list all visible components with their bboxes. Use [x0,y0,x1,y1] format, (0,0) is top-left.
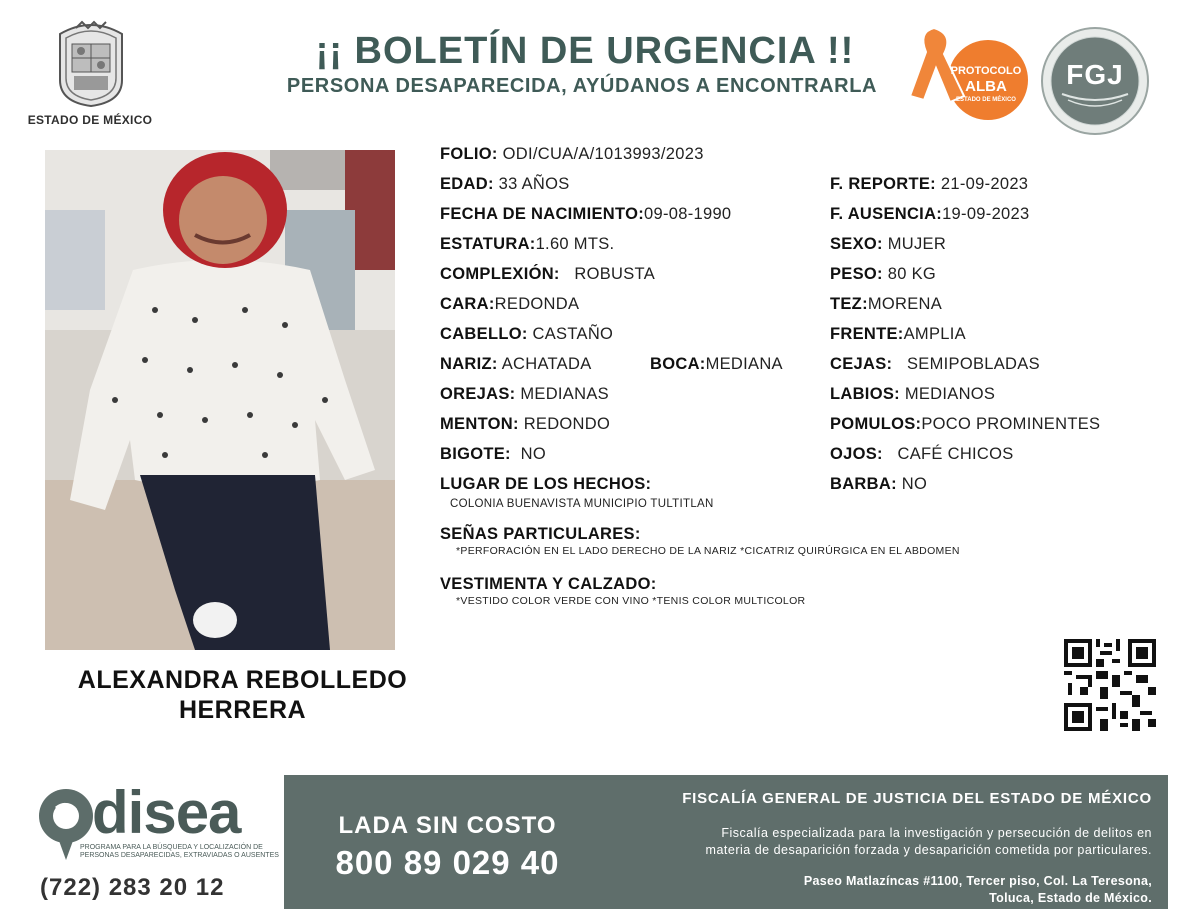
field-cabello [440,325,613,344]
field-cabello-label: CABELLO: [440,325,528,343]
field-edad [440,175,570,194]
fgj-title: FISCALÍA GENERAL DE JUSTICIA DEL ESTADO DE MÉXICO [682,790,1152,807]
field-orejas [440,385,609,404]
odisea-wordmark: disea [92,779,241,846]
fgj-label: FGJ [1066,59,1124,90]
odisea-tagline: PROGRAMA PARA LA BÚSQUEDA Y LOCALIZACIÓN DE PERSONAS DESAPARECIDAS, EXTRAVIADAS O AUSENTES [80,844,279,859]
field-estatura-label: ESTATURA: [440,235,536,253]
field-f-ausencia-value: 19-09-2023 [942,205,1030,223]
field-nariz [440,355,592,374]
field-ojos [830,445,1014,464]
field-bigote-label: BIGOTE: [440,445,511,463]
field-labios-label: LABIOS: [830,385,900,403]
field-complexion-label: COMPLEXIÓN: [440,265,560,283]
field-f-ausencia [830,205,1029,224]
field-folio-label: FOLIO: [440,145,498,163]
field-peso-value: 80 KG [887,265,937,283]
field-orejas-value: MEDIANAS [520,385,609,403]
fgj-address-line1: Paseo Matlazíncas #1100, Tercer piso, Col. La Teresona, [803,874,1152,888]
odisea-phone[interactable]: (722) 283 20 12 [40,874,225,901]
field-barba [830,475,927,494]
field-vestimenta-label-row [440,575,657,594]
bulletin-subtitle: PERSONA DESAPARECIDA, AYÚDANOS A ENCONTRARLA [286,75,878,97]
qr-code[interactable] [1064,639,1156,731]
field-frente [830,325,966,344]
field-peso [830,265,936,284]
field-folio [440,145,704,164]
field-senas-label-row [440,525,641,544]
field-cejas-label: CEJAS: [830,355,893,373]
field-f-reporte-value: 21-09-2023 [940,175,1029,193]
field-senas-value: *PERFORACIÓN EN EL LADO DERECHO DE LA NARIZ *CICATRIZ QUIRÚRGICA EN EL ABDOMEN [456,545,960,557]
field-nariz-value: ACHATADA [501,355,592,373]
field-edad-value: 33 AÑOS [498,175,570,193]
field-tez-label: TEZ: [830,295,868,313]
field-cara-label: CARA: [440,295,495,313]
field-senas-label: SEÑAS PARTICULARES: [440,525,641,543]
lada-phone-number[interactable]: 800 89 029 40 [335,844,560,881]
field-bigote-value: NO [520,445,546,463]
field-barba-value: NO [901,475,928,493]
person-photo [45,150,395,650]
field-menton [440,415,610,434]
person-name-line1: ALEXANDRA REBOLLEDO [77,666,408,694]
fgj-description [600,825,1152,859]
field-f-ausencia-label: F. AUSENCIA: [830,205,943,223]
field-lugar-label: LUGAR DE LOS HECHOS: [440,475,652,493]
field-estatura [440,235,614,254]
person-name [45,665,440,725]
field-complexion-value: ROBUSTA [574,265,656,283]
field-fecha-nacimiento-value: 09-08-1990 [644,205,732,223]
field-cejas [830,355,1040,374]
estado-de-mexico-seal [52,20,130,108]
field-frente-label: FRENTE: [830,325,904,343]
fgj-address [600,873,1152,907]
fgj-description-line1: Fiscalía especializada para la investigación y persecución de delitos en [721,826,1152,840]
field-sexo-label: SEXO: [830,235,883,253]
field-nariz-label: NARIZ: [440,355,498,373]
field-bigote [440,445,546,464]
field-menton-value: REDONDO [523,415,611,433]
field-labios [830,385,995,404]
field-tez-value: MORENA [867,295,943,313]
field-fecha-nacimiento-label: FECHA DE NACIMIENTO: [440,205,644,223]
field-f-reporte-label: F. REPORTE: [830,175,936,193]
field-pomulos-label: POMULOS: [830,415,922,433]
field-f-reporte [830,175,1028,194]
fgj-description-line2: materia de desaparición forzada y desaparición cometida por particulares. [705,843,1152,857]
field-barba-label: BARBA: [830,475,897,493]
field-edad-label: EDAD: [440,175,494,193]
field-estatura-value: 1.60 MTS. [535,235,615,253]
field-vestimenta-value: *VESTIDO COLOR VERDE CON VINO *TENIS COLOR MULTICOLOR [456,595,806,607]
field-boca [650,355,783,374]
person-name-line2: HERRERA [178,696,307,724]
field-lugar-value: COLONIA BUENAVISTA MUNICIPIO TULTITLAN [450,498,714,510]
field-fecha-nacimiento [440,205,731,224]
field-boca-label: BOCA: [650,355,706,373]
field-orejas-label: OREJAS: [440,385,516,403]
field-sexo [830,235,946,254]
alba-line1: PROTOCOLO [950,65,1022,77]
field-menton-label: MENTON: [440,415,519,433]
bulletin-title: ¡¡ BOLETÍN DE URGENCIA !! [315,30,855,72]
field-lugar-label-row [440,475,651,494]
field-cara-value: REDONDA [494,295,580,313]
field-cejas-value: SEMIPOBLADAS [906,355,1040,373]
field-pomulos-value: POCO PROMINENTES [921,415,1101,433]
field-peso-label: PESO: [830,265,883,283]
alba-line2: ALBA [965,78,1007,95]
field-ojos-label: OJOS: [830,445,883,463]
field-complexion [440,265,655,284]
field-tez [830,295,942,314]
field-vestimenta-label: VESTIMENTA Y CALZADO: [440,575,657,593]
field-ojos-value: CAFÉ CHICOS [897,445,1014,463]
field-pomulos [830,415,1100,434]
fgj-address-line2: Toluca, Estado de México. [989,891,1152,905]
field-cabello-value: CASTAÑO [532,325,614,343]
protocolo-alba-text [950,66,1022,103]
field-boca-value: MEDIANA [705,355,783,373]
lada-sin-costo-label: LADA SIN COSTO [338,812,557,839]
field-sexo-value: MUJER [887,235,947,253]
field-labios-value: MEDIANOS [904,385,996,403]
field-frente-value: AMPLIA [903,325,966,343]
state-name: ESTADO DE MÉXICO [27,113,153,127]
alba-line3: ESTADO DE MÉXICO [956,97,1016,103]
field-cara [440,295,579,314]
field-folio-value: ODI/CUA/A/1013993/2023 [502,145,704,163]
